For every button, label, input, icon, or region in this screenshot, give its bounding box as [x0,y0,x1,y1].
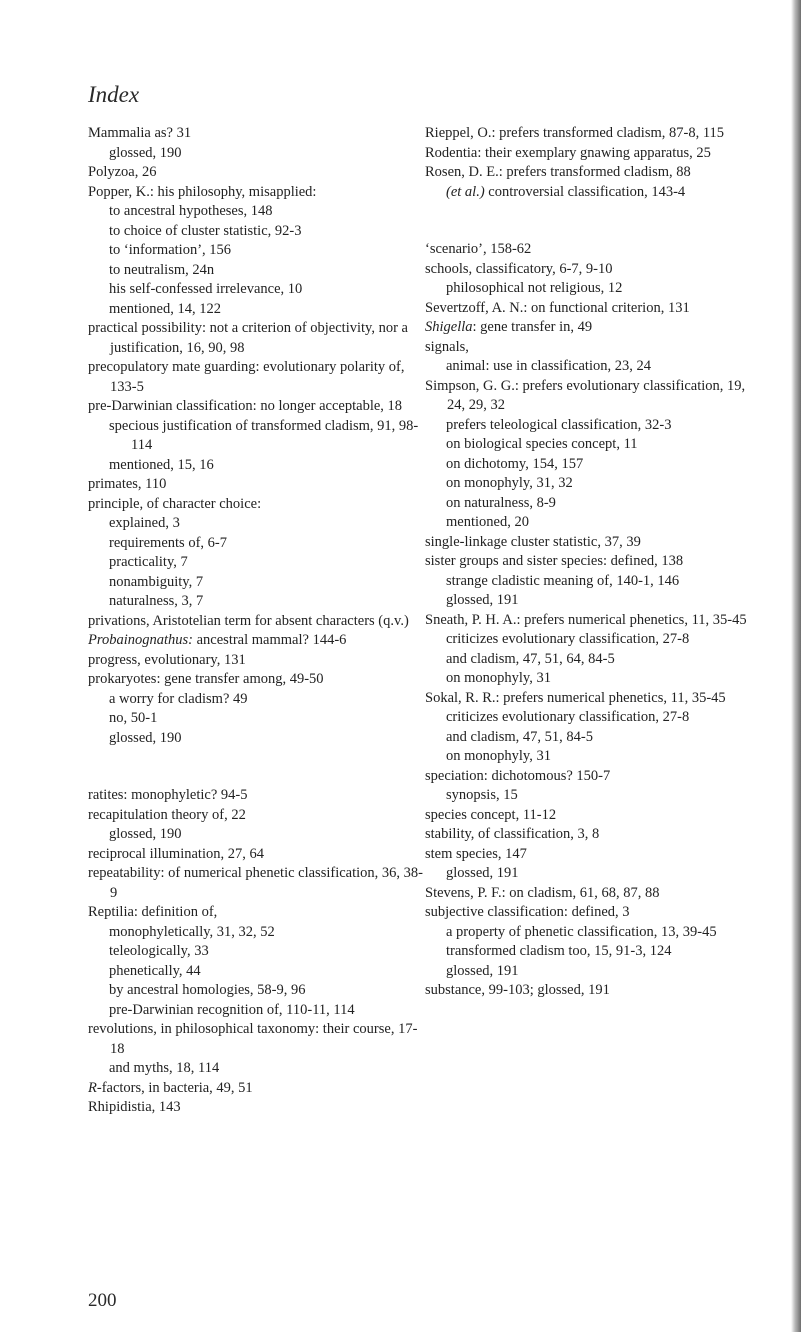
index-entry [425,533,765,553]
entry-text: to ancestral hypotheses, 148 [109,203,273,219]
index-entry [425,689,765,709]
index-entry [88,495,428,515]
index-subentry [425,942,765,962]
index-subentry [425,591,765,611]
entry-text: reciprocal illumination, 27, 64 [88,845,264,862]
entry-text: to choice of cluster statistic, 92-3 [109,222,302,239]
entry-text: Reptilia: definition of, [88,904,218,920]
entry-text: criticizes evolutionary classification, 27-8 [446,631,690,647]
index-subentry [425,572,765,592]
index-subentry [88,923,428,943]
index-subentry [425,435,765,455]
index-subentry [88,514,428,534]
entry-text: to neutralism, 24n [109,261,215,278]
entry-text: explained, 3 [109,515,180,531]
entry-text: naturalness, 3, 7 [109,593,204,609]
entry-text: his self-confessed irrelevance, 10 [109,281,303,297]
index-entry [425,845,765,865]
index-entry [88,358,428,397]
index-entry [88,1079,428,1099]
index-subentry [425,669,765,689]
index-subentry [425,630,765,650]
index-subentry [88,709,428,729]
index-entry [425,377,765,416]
index-subentry [425,962,765,982]
entry-text: a property of phenetic classification, 13, 39-45 [446,923,717,940]
index-subentry [425,279,765,299]
index-subentry [425,474,765,494]
index-entry [425,144,765,164]
entry-text: principle, of character choice: [88,495,262,512]
entry-text: repeatability: of numerical phenetic classification, 36, 38-9 [88,865,423,901]
entry-text: glossed, 190 [109,826,182,842]
entry-text: no, 50-1 [109,710,158,726]
entry-text: prefers teleological classification, 32-3 [446,416,672,433]
entry-text: species concept, 11-12 [425,806,557,823]
entry-text: on dichotomy, 154, 157 [446,455,584,472]
entry-text: on monophyly, 31 [446,670,551,686]
index-subentry [88,553,428,573]
entry-text: on biological species concept, 11 [446,436,638,452]
index-subentry [425,513,765,533]
index-subentry [88,456,428,476]
entry-text: ancestral mammal? 144-6 [193,632,347,648]
index-subentry [88,690,428,710]
index-entry [425,163,765,183]
index-subentry [425,357,765,377]
index-entry [88,845,428,865]
index-entry [88,319,428,358]
index-entry [425,884,765,904]
entry-text: strange cladistic meaning of, 140-1, 146 [446,572,680,589]
index-subentry [88,825,428,845]
index-entry [425,825,765,845]
entry-text: Stevens, P. F.: on cladism, 61, 68, 87, 88 [425,884,660,901]
entry-text: ratites: monophyletic? 94-5 [88,787,248,803]
index-subentry [425,494,765,514]
entry-text: glossed, 191 [446,865,519,881]
index-entry [425,240,765,260]
entry-text: philosophical not religious, 12 [446,280,623,296]
index-subentry [425,650,765,670]
index-entry [425,260,765,280]
entry-text: pre-Darwinian classification: no longer acceptable, 18 [88,398,403,414]
entry-text: Polyzoa, 26 [88,164,157,180]
entry-text: glossed, 190 [109,729,182,746]
entry-text: by ancestral homologies, 58-9, 96 [109,982,306,998]
index-entry [425,318,765,338]
entry-text: : gene transfer in, 49 [472,319,593,335]
index-entry [88,786,428,806]
entry-text: stem species, 147 [425,845,527,862]
index-subentry [88,261,428,281]
entry-text: glossed, 191 [446,962,519,979]
entry-text: subjective classification: defined, 3 [425,904,630,920]
page-number: 200 [88,1290,117,1311]
entry-text: mentioned, 20 [446,514,529,530]
index-entry [88,612,428,632]
entry-text: schools, classificatory, 6-7, 9-10 [425,260,613,277]
entry-text: pre-Darwinian recognition of, 110-11, 114 [109,1001,355,1018]
entry-text: Sneath, P. H. A.: prefers numerical phenetics, 11, 35-45 [425,611,747,628]
index-subentry [88,241,428,261]
entry-text: animal: use in classification, 23, 24 [446,358,651,374]
entry-text: glossed, 190 [109,144,182,161]
entry-text: teleologically, 33 [109,943,209,959]
index-subentry [88,222,428,242]
index-entry [425,552,765,572]
entry-text: on naturalness, 8-9 [446,494,556,511]
index-subentry [425,864,765,884]
entry-text: single-linkage cluster statistic, 37, 39 [425,533,641,550]
index-entry [88,1020,428,1059]
entry-text: on monophyly, 31 [446,748,551,764]
entry-text: ‘scenario’, 158-62 [425,241,532,257]
entry-text: Rieppel, O.: prefers transformed cladism, 87-8, 115 [425,125,725,141]
entry-text: Simpson, G. G.: prefers evolutionary classification, 19, 24, 29, 32 [425,377,746,413]
index-entry [88,806,428,826]
index-subentry [88,1059,428,1079]
index-subentry [425,455,765,475]
entry-text: controversial classification, 143-4 [484,183,686,200]
entry-text: privations, Aristotelian term for absent characters (q.v.) [88,612,409,629]
page-edge-shadow [791,0,801,1332]
entry-text: mentioned, 15, 16 [109,456,214,473]
entry-text: prokaryotes: gene transfer among, 49-50 [88,671,324,687]
index-subentry [425,747,765,767]
index-subentry [88,144,428,164]
index-subentry [425,708,765,728]
index-entry [88,163,428,183]
index-subentry [425,786,765,806]
entry-text: and cladism, 47, 51, 84-5 [446,728,593,745]
index-entry [88,903,428,923]
index-subentry [88,280,428,300]
entry-text: monophyletically, 31, 32, 52 [109,923,275,940]
entry-text: substance, 99-103; glossed, 191 [425,982,610,998]
index-subentry [88,1001,428,1021]
index-entry [425,981,765,1001]
index-subentry [88,534,428,554]
index-entry [88,670,428,690]
entry-text: Rodentia: their exemplary gnawing apparatus, 25 [425,144,711,161]
entry-text: glossed, 191 [446,592,519,608]
index-subentry [425,728,765,748]
index-subentry [88,202,428,222]
entry-text: practical possibility: not a criterion of objectivity, nor a justification, 16, 90, 98 [88,320,408,356]
index-subentry [425,183,765,203]
index-subentry [425,416,765,436]
entry-text: practicality, 7 [109,554,188,570]
index-entry [88,124,428,144]
index-entry [425,903,765,923]
left-index-column [88,124,428,1118]
entry-text: -factors, in bacteria, 49, 51 [96,1079,253,1096]
entry-text: sister groups and sister species: defined, 138 [425,553,684,569]
index-entry [425,806,765,826]
entry-text: phenetically, 44 [109,962,201,979]
entry-text: specious justification of transformed cladism, 91, 98-114 [109,417,419,453]
entry-text: on monophyly, 31, 32 [446,475,573,491]
italic-term: R [88,1079,97,1096]
section-gap [88,748,428,786]
index-entry [425,611,765,631]
entry-text: transformed cladism too, 15, 91-3, 124 [446,943,672,959]
entry-text: Rosen, D. E.: prefers transformed cladism, 88 [425,164,691,180]
page-heading: Index [88,82,140,107]
entry-text: mentioned, 14, 122 [109,300,221,317]
entry-text: Mammalia as? 31 [88,125,192,141]
index-subentry [88,962,428,982]
section-gap [425,202,765,240]
italic-term: Shigella [425,319,473,335]
entry-text: nonambiguity, 7 [109,573,204,590]
index-entry [88,1098,428,1118]
entry-text: stability, of classification, 3, 8 [425,826,600,842]
italic-term: Probainognathus: [88,632,193,648]
entry-text: precopulatory mate guarding: evolutionary polarity of, 133-5 [88,359,405,395]
index-entry [88,651,428,671]
index-subentry [425,923,765,943]
index-entry [425,299,765,319]
entry-text: criticizes evolutionary classification, 27-8 [446,709,690,725]
entry-text: to ‘information’, 156 [109,242,232,258]
entry-text: a worry for cladism? 49 [109,690,248,707]
index-entry [88,631,428,651]
right-index-column [425,124,765,1001]
entry-text: Popper, K.: his philosophy, misapplied: [88,183,317,200]
entry-text: Severtzoff, A. N.: on functional criterion, 131 [425,299,690,316]
index-subentry [88,592,428,612]
index-entry [88,397,428,417]
entry-text: primates, 110 [88,476,167,492]
italic-term: (et al.) [446,183,485,200]
entry-text: speciation: dichotomous? 150-7 [425,767,611,784]
entry-text: requirements of, 6-7 [109,534,227,551]
index-entry [88,864,428,903]
index-subentry [88,729,428,749]
index-entry [88,475,428,495]
index-subentry [88,300,428,320]
entry-text: revolutions, in philosophical taxonomy: their course, 17-18 [88,1021,418,1057]
index-entry [88,183,428,203]
entry-text: Sokal, R. R.: prefers numerical phenetics, 11, 35-45 [425,689,726,706]
index-subentry [88,981,428,1001]
entry-text: recapitulation theory of, 22 [88,806,246,823]
entry-text: progress, evolutionary, 131 [88,651,246,668]
index-subentry [88,942,428,962]
entry-text: signals, [425,338,469,355]
index-entry [425,124,765,144]
entry-text: and cladism, 47, 51, 64, 84-5 [446,650,615,667]
entry-text: synopsis, 15 [446,787,518,803]
index-subentry [88,417,428,456]
index-entry [425,338,765,358]
index-subentry [88,573,428,593]
entry-text: Rhipidistia, 143 [88,1099,181,1115]
index-entry [425,767,765,787]
entry-text: and myths, 18, 114 [109,1060,220,1076]
